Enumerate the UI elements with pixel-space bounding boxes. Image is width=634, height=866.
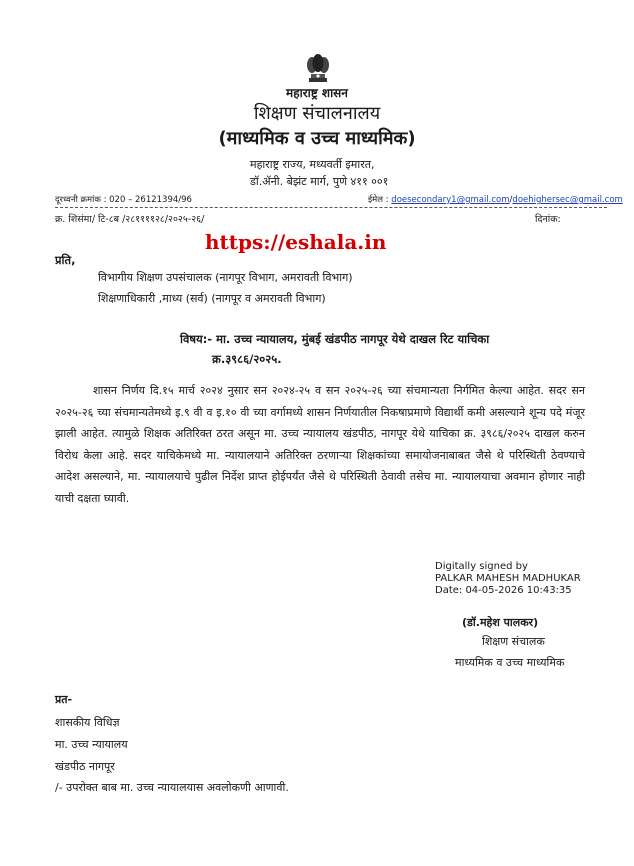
email-separator: / [509,195,513,205]
address-line-2: डॉ.ॲनी. बेझंट मार्ग, पुणे ४११ ००१ [250,175,389,188]
email-label: ईमेल : [368,195,389,205]
digital-signature [435,561,581,597]
ashoka-emblem-icon [303,50,333,84]
date-label: दिनांक: [535,214,561,225]
copy-line-2: मा. उच्च न्यायालय [55,738,128,751]
copy-line-4: /- उपरोक्त बाब मा. उच्च न्यायालयास अवलोकणी आणावी. [55,781,289,794]
signatory-title-1: शिक्षण संचालक [482,635,545,648]
digital-signature-name: PALKAR MAHESH MADHUKAR [435,573,581,584]
copy-heading: प्रत- [55,693,73,706]
signatory-title-2: माध्यमिक व उच्च माध्यमिक [455,656,565,669]
address-line-1: महाराष्ट्र राज्य, मध्यवर्ती इमारत, [250,158,375,171]
watermark-url: https://eshala.in [205,230,387,254]
recipient-line-1: विभागीय शिक्षण उपसंचालक (नागपूर विभाग, अमरावती विभाग) [98,271,353,284]
letter-body: शासन निर्णय दि.१५ मार्च २०२४ नुसार सन २०२४-२५ व सन २०२५-२६ च्या संचमान्यता निर्गमित केल्या आहेत. सदर सन २०२५-२६ च्या संचमान्यतेमध्ये इ.९ वी व इ.१० वी च्या वर्गामध्ये शासन निर्णयातील निकषाप्रमाणे विद्यार्थी कमी असल्याने शून्य पदे मंजूर झाली आहेत. त्यामुळे शिक्षक अतिरिक्त ठरत असून मा. उच्च न्यायालय खंडपीठ, नागपूर येथे याचिका क्र. ३९८६/२०२५ दाखल करुन विरोध केला आहे. सदर याचिकेमध्ये मा. न्यायालयाने अतिरिक्त ठरणाऱ्या शिक्षकांच्या समायोजनाबाबत जैसे थे परिस्थिती ठेवण्याचे आदेश असल्याने, मा. न्यायालयाचे पुढील निर्देश प्राप्त होईपर्यंत जैसे थे परिस्थिती ठेवावी तसेच मा. न्यायालयाचा अवमान होणार नाही याची दक्षता घ्यावी. [55,384,585,505]
signatory-name: (डॉ.महेश पालकर) [462,616,539,629]
email-link-higher-secondary[interactable]: doehighersec@gmail.com [512,195,623,205]
digital-signature-line-1: Digitally signed by [435,561,528,572]
header-divider [55,207,607,208]
recipient-line-2: शिक्षणाधिकारी ,माध्य (सर्व) (नागपूर व अमरावती विभाग) [98,292,326,305]
phone-number: दूरध्वनी क्रमांक : 020 – 26121394/96 [55,195,192,205]
copy-line-1: शासकीय विधिज्ञ [55,716,120,729]
reference-number: क्र. शिसंमा/ टि-८ब /२८११११२८/२०२५-२६/ [55,214,205,225]
subject-line-2: क्र.३९८६/२०२५. [212,352,282,366]
directorate-subtitle: (माध्यमिक व उच्च माध्यमिक) [218,128,416,149]
directorate-title: शिक्षण संचालनालय [253,103,381,124]
email-block [368,194,623,205]
subject-line-1: विषय:- मा. उच्च न्यायालय, मुंबई खंडपीठ नागपूर येथे दाखल रिट याचिका [180,332,490,346]
email-link-secondary[interactable]: doesecondary1@gmail.com [391,195,510,205]
copy-line-3: खंडपीठ नागपूर [55,760,115,773]
digital-signature-date: Date: 04-05-2026 10:43:35 [435,585,572,596]
government-name: महाराष्ट्र शासन [286,86,348,100]
recipients-heading: प्रति, [55,253,76,267]
